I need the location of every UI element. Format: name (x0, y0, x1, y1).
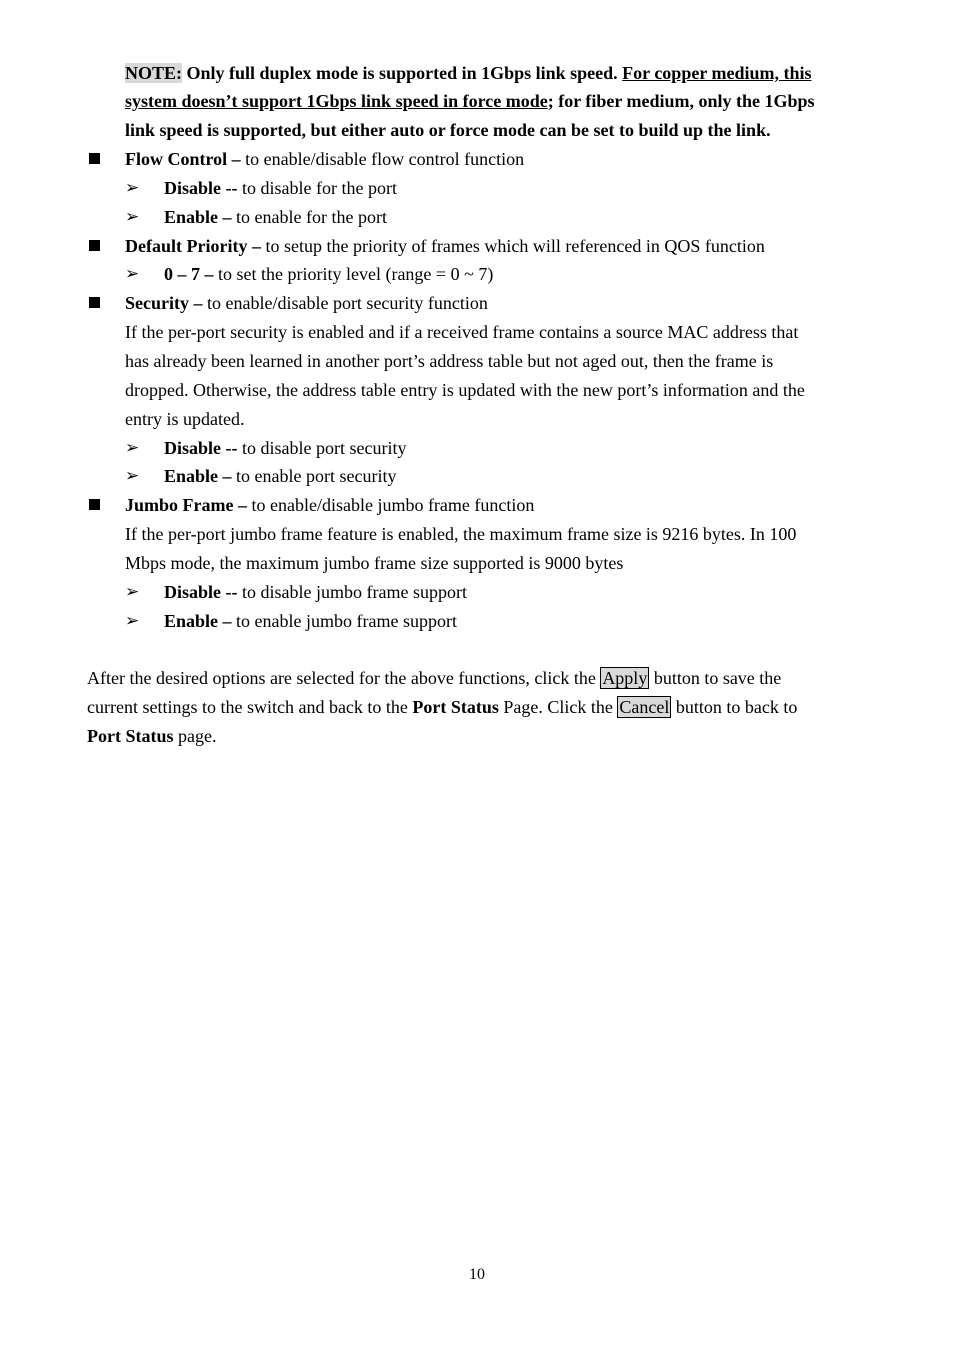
jumbo-frame-paragraph-line: If the per-port jumbo frame feature is enabled, the maximum frame size is 9216 bytes. In 100 (125, 524, 797, 544)
option-desc: to enable for the port (231, 207, 387, 227)
option-desc: to disable jumbo frame support (237, 582, 467, 602)
cancel-button-reference: Cancel (619, 697, 670, 717)
option-term: Enable – (164, 611, 232, 631)
note-text: link speed is supported, but either auto or force mode can be set to build up the link. (125, 120, 771, 140)
apply-button-reference: Apply (602, 668, 648, 688)
square-bullet-icon (89, 499, 100, 510)
option-term: Disable -- (164, 178, 238, 198)
option-desc: to enable jumbo frame support (231, 611, 457, 631)
square-bullet-icon (89, 240, 100, 251)
note-underlined-text: system doesn’t support 1Gbps link speed in force mode (125, 91, 548, 111)
arrow-bullet-icon: ➢ (125, 582, 140, 601)
closing-line-1 (87, 667, 781, 689)
arrow-bullet-icon: ➢ (125, 178, 140, 197)
note-text: ; for fiber medium, only the 1Gbps (547, 91, 815, 111)
option-desc: to disable for the port (237, 178, 397, 198)
security-option-disable (164, 437, 406, 459)
note-label: NOTE: (125, 63, 183, 83)
security-term: Security – (125, 293, 203, 313)
page-number: 10 (469, 1266, 485, 1283)
square-bullet-icon (89, 153, 100, 164)
note-underlined-text: For copper medium, this (622, 63, 812, 83)
option-term: Enable – (164, 466, 232, 486)
square-bullet-icon (89, 297, 100, 308)
flow-control-desc: to enable/disable flow control function (240, 149, 525, 169)
jumbo-frame-option-disable (164, 581, 467, 603)
jumbo-frame-item (125, 494, 534, 516)
closing-text: After the desired options are selected for the above functions, click the (87, 668, 601, 688)
security-paragraph-line: entry is updated. (125, 409, 245, 429)
default-priority-term: Default Priority – (125, 236, 261, 256)
default-priority-option-range (164, 263, 493, 285)
flow-control-term: Flow Control – (125, 149, 241, 169)
arrow-bullet-icon: ➢ (125, 438, 140, 457)
arrow-bullet-icon: ➢ (125, 611, 140, 630)
security-option-enable (164, 465, 396, 487)
note-line-1 (125, 62, 812, 84)
flow-control-item (125, 148, 524, 170)
option-term: Disable -- (164, 438, 238, 458)
jumbo-frame-term: Jumbo Frame – (125, 495, 247, 515)
option-term: Enable – (164, 207, 232, 227)
option-desc: to set the priority level (range = 0 ~ 7) (213, 264, 494, 284)
default-priority-desc: to setup the priority of frames which will referenced in QOS function (260, 236, 765, 256)
closing-text: page. (173, 726, 217, 746)
jumbo-frame-paragraph-line: Mbps mode, the maximum jumbo frame size supported is 9000 bytes (125, 553, 624, 573)
flow-control-option-enable (164, 206, 387, 228)
arrow-bullet-icon: ➢ (125, 466, 140, 485)
closing-line-2 (87, 696, 797, 718)
closing-line-3 (87, 725, 216, 747)
security-item (125, 292, 488, 314)
jumbo-frame-option-enable (164, 610, 457, 632)
option-term: Disable -- (164, 582, 238, 602)
flow-control-option-disable (164, 177, 397, 199)
option-term: 0 – 7 – (164, 264, 214, 284)
security-paragraph-line: If the per-port security is enabled and if a received frame contains a source MAC address that (125, 322, 799, 342)
option-desc: to enable port security (231, 466, 397, 486)
option-desc: to disable port security (237, 438, 407, 458)
port-status-reference: Port Status (87, 726, 174, 746)
default-priority-item (125, 235, 765, 257)
closing-text: current settings to the switch and back to the (87, 697, 413, 717)
security-paragraph-line: has already been learned in another port’s address table but not aged out, then the frame is (125, 351, 774, 371)
closing-text: button to save the (649, 668, 782, 688)
note-line-2 (125, 90, 815, 112)
port-status-reference: Port Status (412, 697, 499, 717)
note-line-3 (125, 119, 771, 141)
jumbo-frame-desc: to enable/disable jumbo frame function (246, 495, 535, 515)
security-paragraph-line: dropped. Otherwise, the address table entry is updated with the new port’s information and the (125, 380, 805, 400)
arrow-bullet-icon: ➢ (125, 264, 140, 283)
arrow-bullet-icon: ➢ (125, 207, 140, 226)
closing-text: Page. Click the (498, 697, 618, 717)
closing-text: button to back to (671, 697, 798, 717)
note-text: Only full duplex mode is supported in 1Gbps link speed. (182, 63, 623, 83)
security-desc: to enable/disable port security function (202, 293, 488, 313)
